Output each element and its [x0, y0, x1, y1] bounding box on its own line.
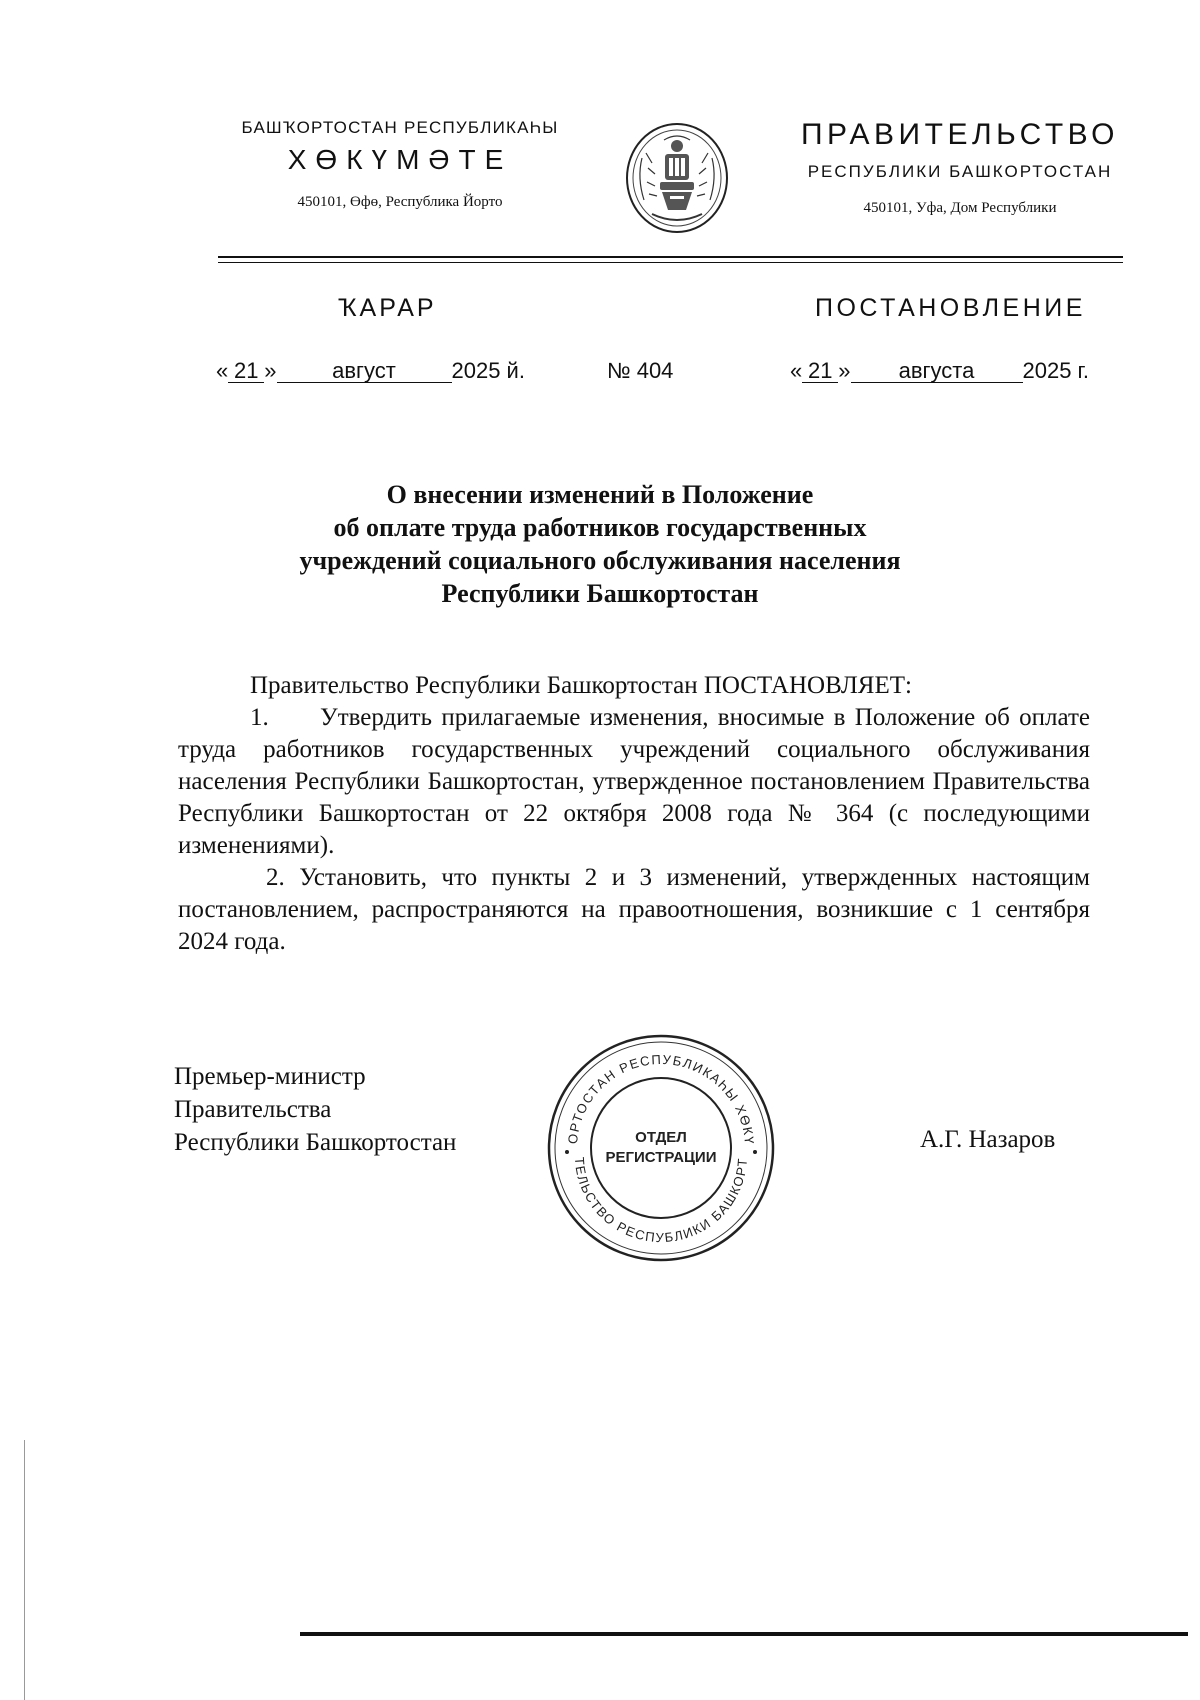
date-russian: « 21 » августа 2025 г. [790, 358, 1090, 383]
header-bashkir-government: ХӨКҮМӘТЕ [287, 144, 513, 175]
header-republic: РЕСПУБЛИКИ БАШКОРТОСТАН [807, 162, 1113, 181]
signature-title-line: Правительства [174, 1096, 332, 1123]
document-number: № 404 [607, 358, 674, 383]
header-government: ПРАВИТЕЛЬСТВО [800, 118, 1120, 151]
date-russian-year: 2025 г. [1022, 358, 1090, 383]
registration-stamp [545, 1032, 777, 1264]
signatory-name: А.Г. Назаров [920, 1126, 1056, 1153]
date-bashkir-month: август [277, 360, 452, 383]
signature-position [174, 1060, 456, 1159]
stamp-center-line1: ОТДЕЛ [635, 1129, 687, 1146]
title-line: Республики Башкортостан [441, 579, 759, 608]
title-line: учреждений социального обслуживания населения [299, 546, 901, 575]
header-russian [770, 118, 1150, 217]
scan-edge-line [24, 1440, 25, 1700]
date-russian-day: 21 [802, 360, 838, 383]
document-body [178, 670, 1090, 958]
date-bashkir: « 21 » август 2025 й. [216, 358, 525, 383]
bottom-rule [300, 1632, 1188, 1636]
date-bashkir-year: 2025 й. [451, 358, 525, 383]
stamp-ring-bottom: ТЕЛЬСТВО РЕСПУБЛИКИ БАШКОРТ [571, 1156, 751, 1246]
doc-type-bashkir: ҠАРАР [338, 294, 437, 322]
title-line: О внесении изменений в Положение [386, 480, 814, 509]
stamp-center-line2: РЕГИСТРАЦИИ [605, 1149, 717, 1166]
body-paragraph-2: 2. Установить, что пункты 2 и 3 изменений, утвержденных настоящим постановлением, распространяются на правоотношения, возникшие с 1 сентября 2024 года. [178, 864, 1090, 955]
doc-type-russian: ПОСТАНОВЛЕНИЕ [815, 294, 1086, 322]
body-paragraph-1 [178, 702, 1090, 862]
header-divider [218, 256, 1123, 258]
header-divider-thin [218, 262, 1123, 263]
header-bashkir-address: 450101, Өфө, Республика Йорто [297, 194, 503, 210]
stamp-ring-top: ОРТОСТАН РЕСПУБЛИКАҺЫ ХӨКҮ [564, 1051, 758, 1146]
paragraph-text: Утвердить прилагаемые изменения, вносимые в Положение об оплате труда работников государственных учреждений социального обслуживания населения Республики Башкортостан, утвержденное постановлением Правительства Республики Башкортостан от 22 октября 2008 года № 364 (с последующими изменениями). [178, 704, 1090, 859]
paragraph-number: 1. [250, 704, 269, 731]
document-title [230, 478, 970, 610]
header-bashkir-republic: БАШҠОРТОСТАН РЕСПУБЛИКАҺЫ [241, 118, 559, 137]
signature-title-line: Республики Башкортостан [174, 1129, 457, 1156]
date-russian-month: августа [851, 360, 1023, 383]
title-line: об оплате труда работников государственных [333, 513, 867, 542]
body-intro: Правительство Республики Башкортостан ПОСТАНОВЛЯЕТ: [250, 672, 912, 699]
state-emblem-icon [622, 118, 732, 236]
header-address: 450101, Уфа, Дом Республики [863, 200, 1057, 216]
date-bashkir-day: 21 [228, 360, 264, 383]
header-bashkir [200, 118, 600, 211]
signature-title-line: Премьер-министр [174, 1063, 366, 1090]
